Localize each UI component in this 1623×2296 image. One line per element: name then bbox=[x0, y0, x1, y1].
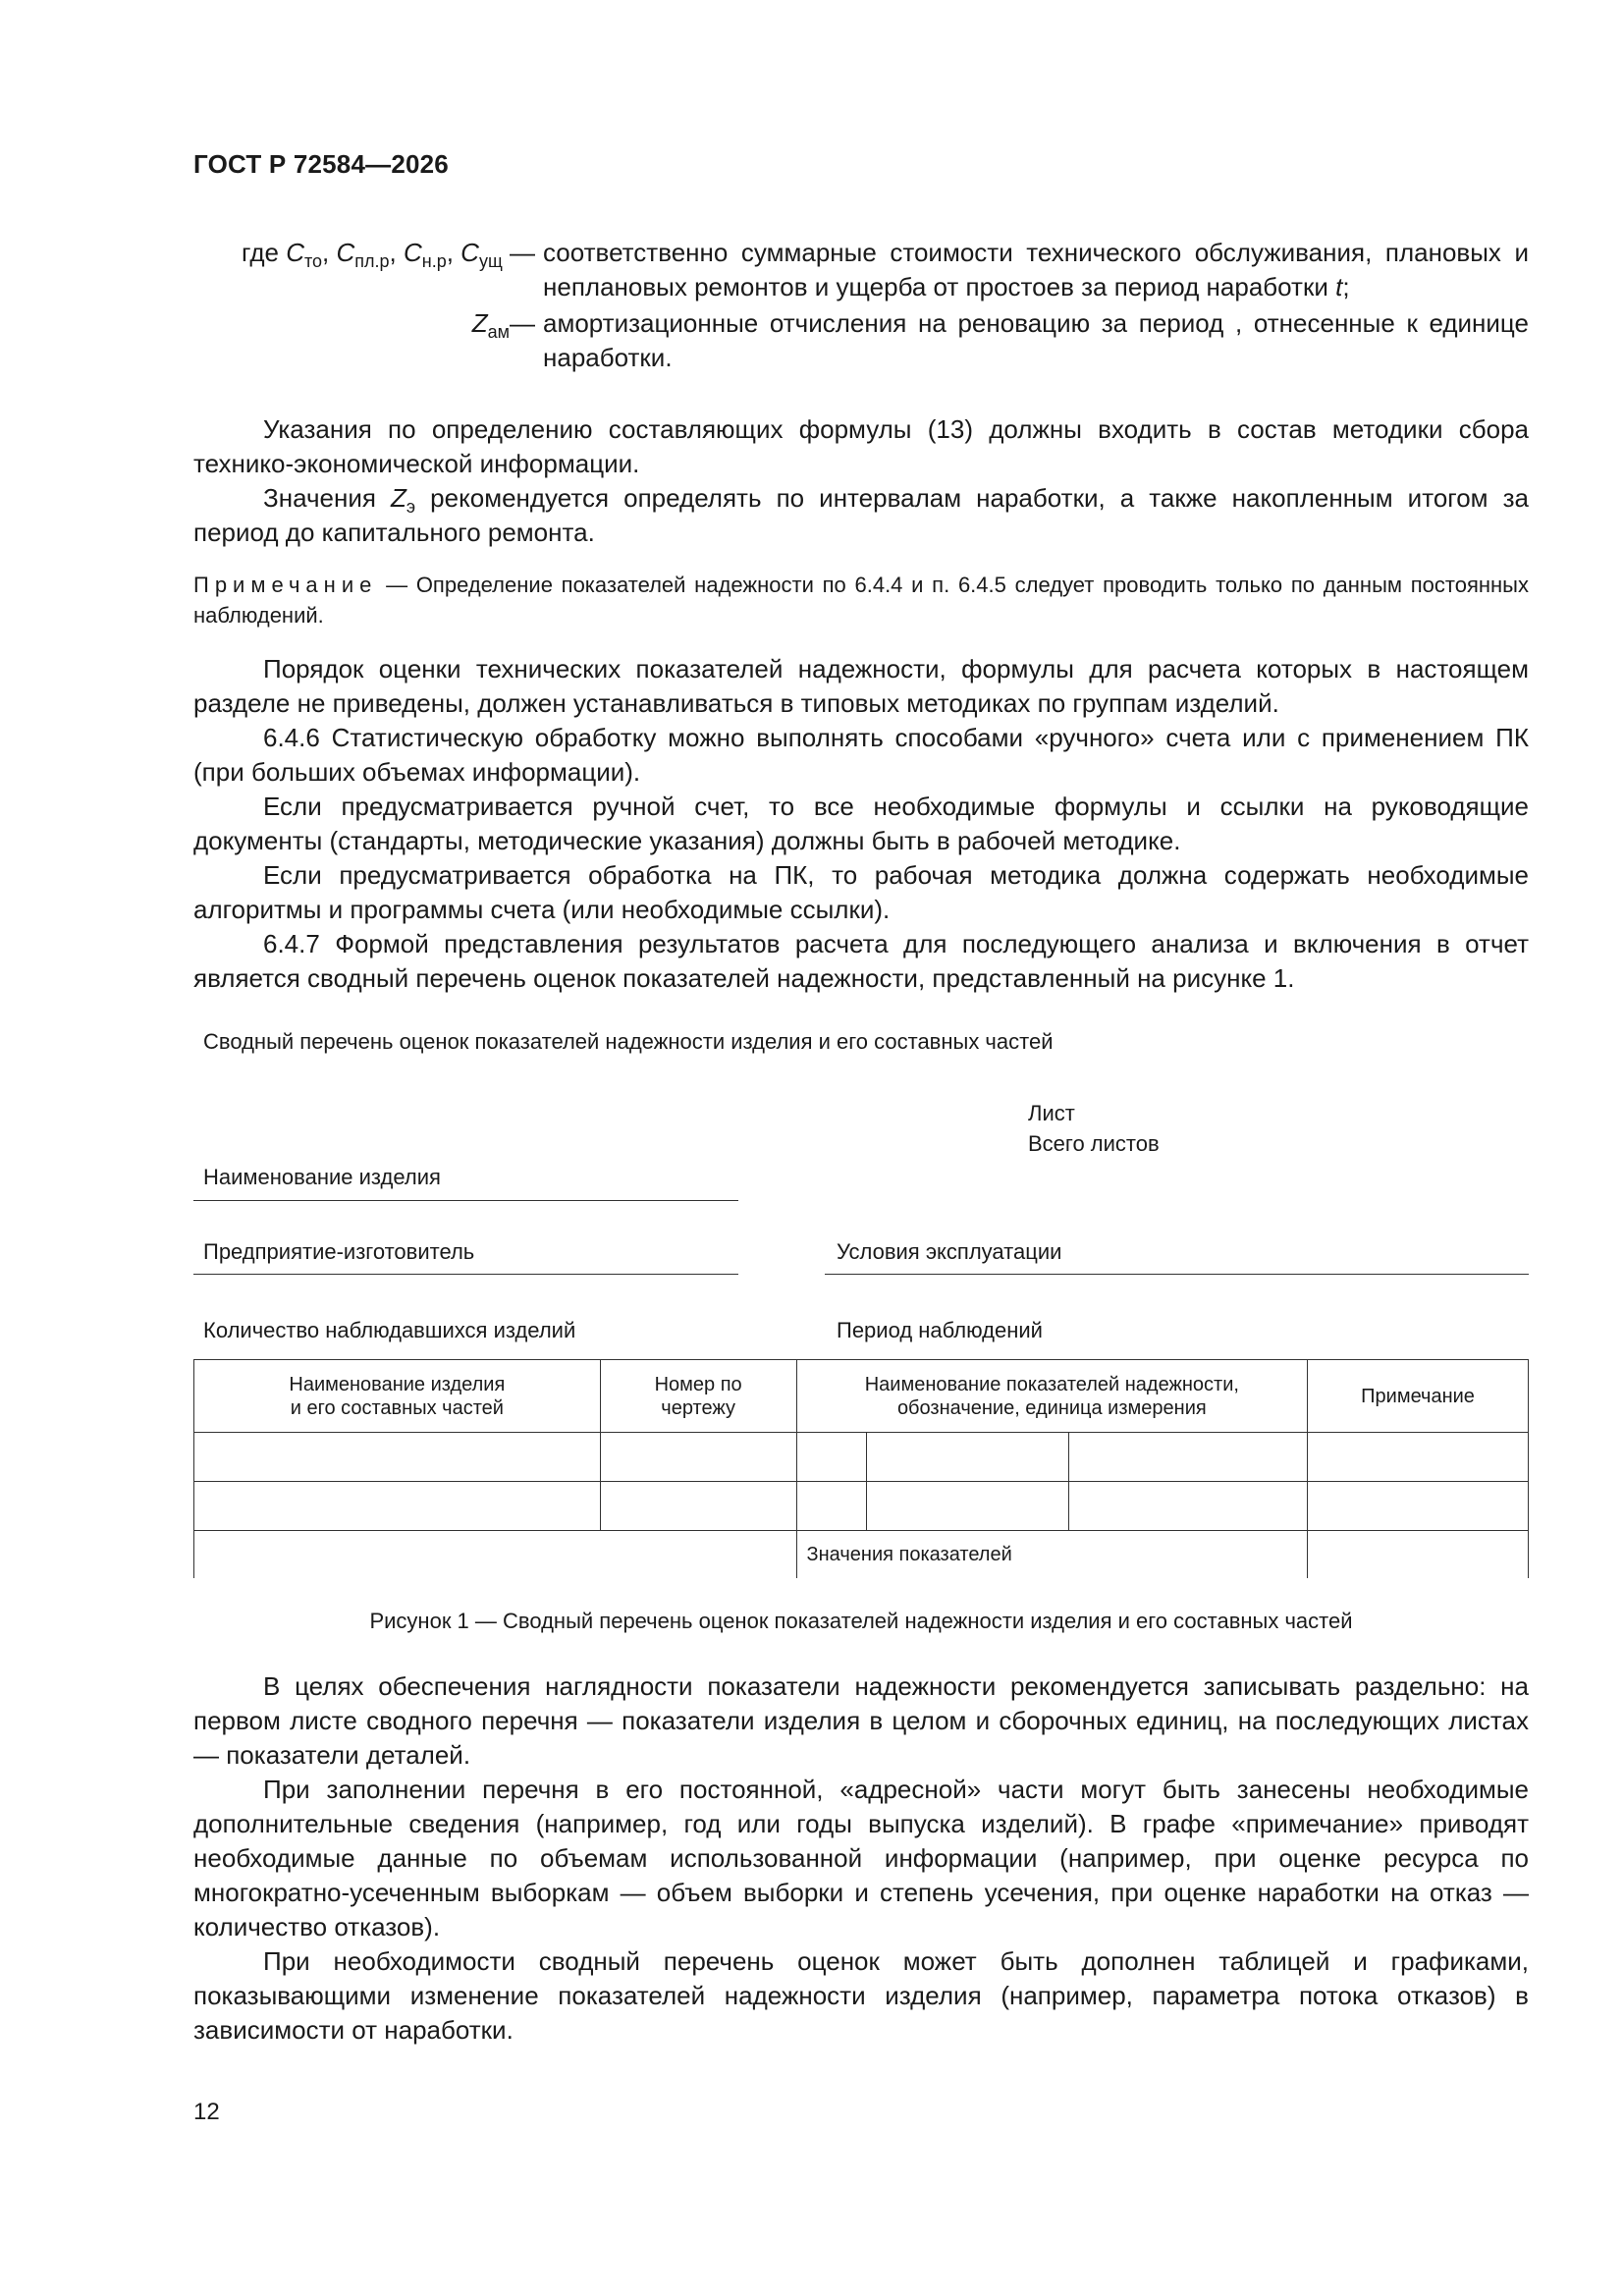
definition-text: соответственно суммарные стоимости технического обслуживания, плановых и неплановых ремонтов и ущерба от простоев за период наработки t; bbox=[543, 238, 1529, 301]
paragraph: 6.4.6 Статистическую обработку можно выполнять способами «ручного» счета или с применением ПК (при больших объемах информации). bbox=[193, 723, 1529, 787]
note-label: Примечание bbox=[193, 573, 378, 597]
definition-symbol: где $С_{то}$, $С_{пл.р}$, $С_{н.р}$, $С_{ущ}$ — bbox=[242, 238, 535, 271]
definition-symbol: $Z_{ам}—$ bbox=[471, 308, 535, 342]
definitions-list bbox=[193, 236, 1529, 377]
paragraph: Значения $Z_э$ рекомендуется определять по интервалам наработки, а также накопленным итогом за период до капитального ремонта. bbox=[193, 483, 1529, 547]
definition-text: амортизационные отчисления на реновацию за период , отнесенные к единице наработки. bbox=[543, 308, 1529, 372]
note-text: — Определение показателей надежности по 6.4.4 и п. 6.4.5 следует проводить только по данным постоянных наблюдений. bbox=[193, 573, 1529, 628]
product-name-label: Наименование изделия bbox=[203, 1165, 441, 1189]
note bbox=[193, 570, 1529, 630]
definition-row bbox=[193, 306, 1529, 375]
table-row bbox=[194, 1482, 1529, 1531]
paragraph: Если предусматривается обработка на ПК, то рабочая методика должна содержать необходимые алгоритмы и программы счета (или необходимые ссылки). bbox=[193, 860, 1529, 924]
form-title: Сводный перечень оценок показателей надежности изделия и его составных частей bbox=[203, 1029, 1054, 1054]
header-cell-note: Примечание bbox=[1308, 1360, 1529, 1433]
header-cell-indicators: Наименование показателей надежности, обозначение, единица измерения bbox=[796, 1360, 1308, 1433]
sheet-info bbox=[1028, 1098, 1160, 1159]
paragraph: В целях обеспечения наглядности показатели надежности рекомендуется записывать раздельно: на первом листе сводного перечня — показатели изделия в целом и сборочных единиц, на последующих листах — показатели деталей. bbox=[193, 1671, 1529, 1770]
summary-form-table bbox=[193, 1359, 1529, 1578]
standard-header: ГОСТ Р 72584—2026 bbox=[193, 149, 449, 179]
observed-count-label: Количество наблюдавшихся изделий bbox=[203, 1318, 576, 1342]
values-row-label: Значения показателей bbox=[796, 1531, 1308, 1578]
body-section-2 bbox=[193, 1669, 1529, 2048]
paragraph: При необходимости сводный перечень оценок может быть дополнен таблицей и графиками, показывающими изменение показателей надежности изделия (например, параметра потока отказов) в зависимости от наработки. bbox=[193, 1946, 1529, 2045]
document-page bbox=[193, 0, 1529, 2296]
observation-period-label: Период наблюдений bbox=[837, 1318, 1043, 1342]
table-row bbox=[194, 1433, 1529, 1482]
operating-conditions-label: Условия эксплуатации bbox=[837, 1239, 1062, 1264]
values-row bbox=[194, 1531, 1529, 1578]
page-number: 12 bbox=[193, 2099, 220, 2125]
operating-conditions-line bbox=[825, 1274, 1529, 1275]
header-cell-product: Наименование изделия и его составных частей bbox=[194, 1360, 601, 1433]
sheet-label: Лист bbox=[1028, 1101, 1075, 1125]
manufacturer-label: Предприятие-изготовитель bbox=[203, 1239, 475, 1264]
definition-row bbox=[193, 236, 1529, 304]
total-sheets-label: Всего листов bbox=[1028, 1131, 1160, 1156]
body-section-1 bbox=[193, 412, 1529, 996]
table-header-row bbox=[194, 1360, 1529, 1433]
paragraph: При заполнении перечня в его постоянной, «адресной» части могут быть занесены необходимые дополнительные сведения (например, год или годы выпуска изделий). В графе «примечание» приводят необходимые данные по объемам использованной информации (например, при оценке ресурса по многократно-усеченным выборкам — объем выборки и степень усечения, при оценке наработки на отказ — количество отказов). bbox=[193, 1775, 1529, 1941]
figure-caption: Рисунок 1 — Сводный перечень оценок показателей надежности изделия и его составных частей bbox=[369, 1609, 1353, 1633]
paragraph: Порядок оценки технических показателей надежности, формулы для расчета которых в настоящем разделе не приведены, должен устанавливаться в типовых методиках по группам изделий. bbox=[193, 654, 1529, 718]
product-name-line bbox=[193, 1200, 738, 1201]
paragraph: Если предусматривается ручной счет, то все необходимые формулы и ссылки на руководящие документы (стандарты, методические указания) должны быть в рабочей методике. bbox=[193, 792, 1529, 855]
manufacturer-line bbox=[193, 1274, 738, 1275]
paragraph: 6.4.7 Формой представления результатов расчета для последующего анализа и включения в отчет является сводный перечень оценок показателей надежности, представленный на рисунке 1. bbox=[193, 929, 1529, 993]
header-cell-drawing: Номер по чертежу bbox=[600, 1360, 796, 1433]
paragraph: Указания по определению составляющих формулы (13) должны входить в состав методики сбора технико-экономической информации. bbox=[193, 414, 1529, 478]
